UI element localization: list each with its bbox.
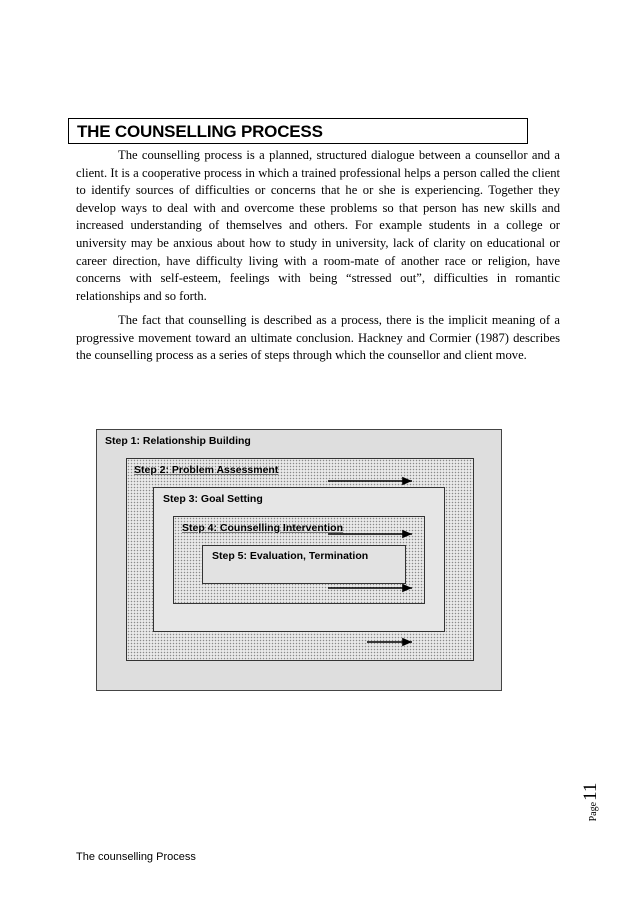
paragraph-2: The fact that counselling is described as a process, there is the implicit meaning of a progressive movement toward an ultimate conclusion. Hackney and Cormier (1987) describes the counselling process as a series of steps through which the counsellor and client move.	[76, 313, 560, 363]
page-word: Page	[588, 801, 599, 822]
section-heading: THE COUNSELLING PROCESS	[77, 122, 323, 141]
step-2-label: Step 2: Problem Assessment	[134, 464, 279, 476]
paragraph-1: The counselling process is a planned, structured dialogue between a counsellor and a client. It is a cooperative process in which a trained professional helps a person called the client to identify sources of difficulties or concerns that he or she is experiencing. Together they develop ways to deal with and overcome these problems so that person has new skills and increased understanding of themselves and others. For example students in a college or university may be anxious about how to study in university, lack of clarity on educational or career direction, have difficulty living with a room-mate of another race or religion, have concerns with self-esteem, feelings with being “stressed out”, difficulties in romantic relationships and so forth.	[76, 148, 560, 303]
step-3-label: Step 3: Goal Setting	[163, 493, 263, 505]
step-5-label: Step 5: Evaluation, Termination	[212, 550, 369, 562]
footer-text: The counselling Process	[76, 851, 196, 863]
page-number-value: 11	[580, 782, 601, 801]
step-4-label: Step 4: Counselling Intervention	[182, 522, 344, 534]
step-1-label: Step 1: Relationship Building	[105, 435, 251, 447]
page-number	[580, 782, 620, 822]
